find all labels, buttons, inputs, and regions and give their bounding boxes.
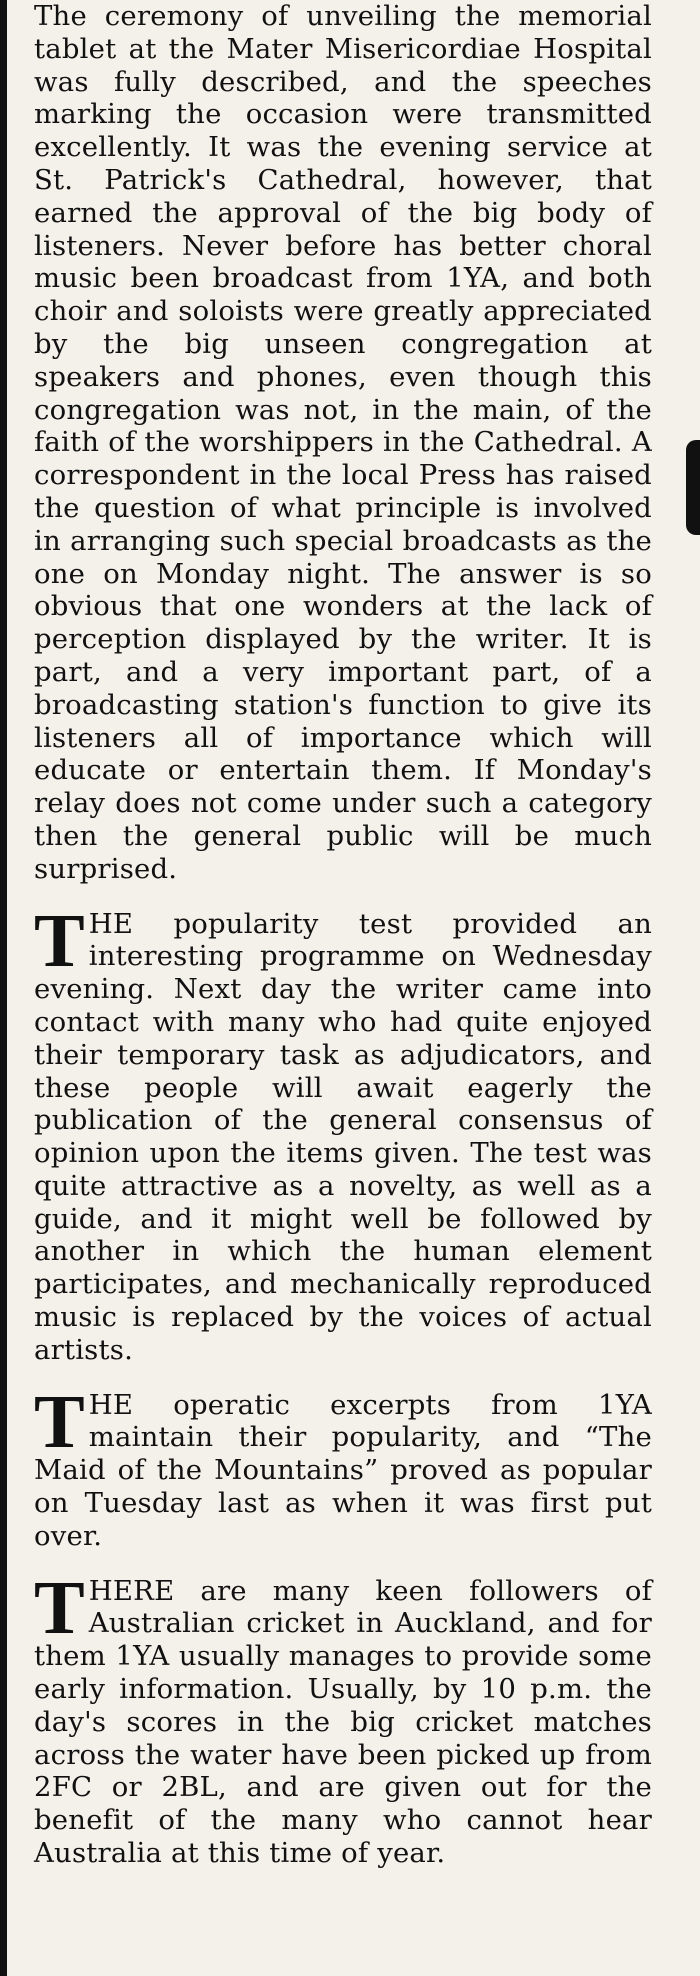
paragraph-2-block <box>34 898 652 1367</box>
drop-cap: T <box>34 1565 85 1650</box>
ink-smudge <box>686 440 700 535</box>
column-rule <box>0 0 7 1976</box>
paragraph-1: The ceremony of unveiling the memorial tablet at the Mater Misericordiae Hospital was fully described, and the speeches marking the occasion were transmitted excellently. It was the evening service at St. Patrick's Cathedral, however, that earned the approval of the big body of listeners. Never before has better choral music been broadcast from 1YA, and both choir and soloists were greatly appreciated by the big unseen congregation at speakers and phones, even though this congregation was not, in the main, of the faith of the worshippers in the Cathedral. A correspondent in the local Press has raised the question of what principle is involved in arranging such special broadcasts as the one on Monday night. The answer is so obvious that one wonders at the lack of perception displayed by the writer. It is part, and a very important part, of a broadcasting station's function to give its listeners all of importance which will educate or entertain them. If Monday's relay does not come under such a category then the general public will be much surprised. <box>34 0 652 885</box>
drop-cap: T <box>34 1379 85 1464</box>
paragraph-4: HERE are many keen followers of Australian cricket in Auckland, and for them 1YA usually manages to provide some early information. Usually, by 10 p.m. the day's scores in the big cricket matches across the water have been picked up from 2FC or 2BL, and are given out for the benefit of the many who cannot hear Australia at this time of year. <box>34 1574 652 1870</box>
article-column <box>34 0 652 1870</box>
drop-cap: T <box>34 898 85 983</box>
paragraph-4-block <box>34 1565 652 1870</box>
paragraph-3-block <box>34 1379 652 1553</box>
paragraph-3: HE operatic excerpts from 1YA maintain their popularity, and “The Maid of the Mountains” proved as popular on Tuesday last as when it was first put over. <box>34 1388 652 1552</box>
paragraph-2: HE popularity test provided an interesting programme on Wednesday evening. Next day the writer came into contact with many who had quite enjoyed their temporary task as adjudicators, and these people will await eagerly the publication of the general consensus of opinion upon the items given. The test was quite attractive as a novelty, as well as a guide, and it might well be followed by another in which the human element participates, and mechanically reproduced music is replaced by the voices of actual artists. <box>34 907 652 1366</box>
